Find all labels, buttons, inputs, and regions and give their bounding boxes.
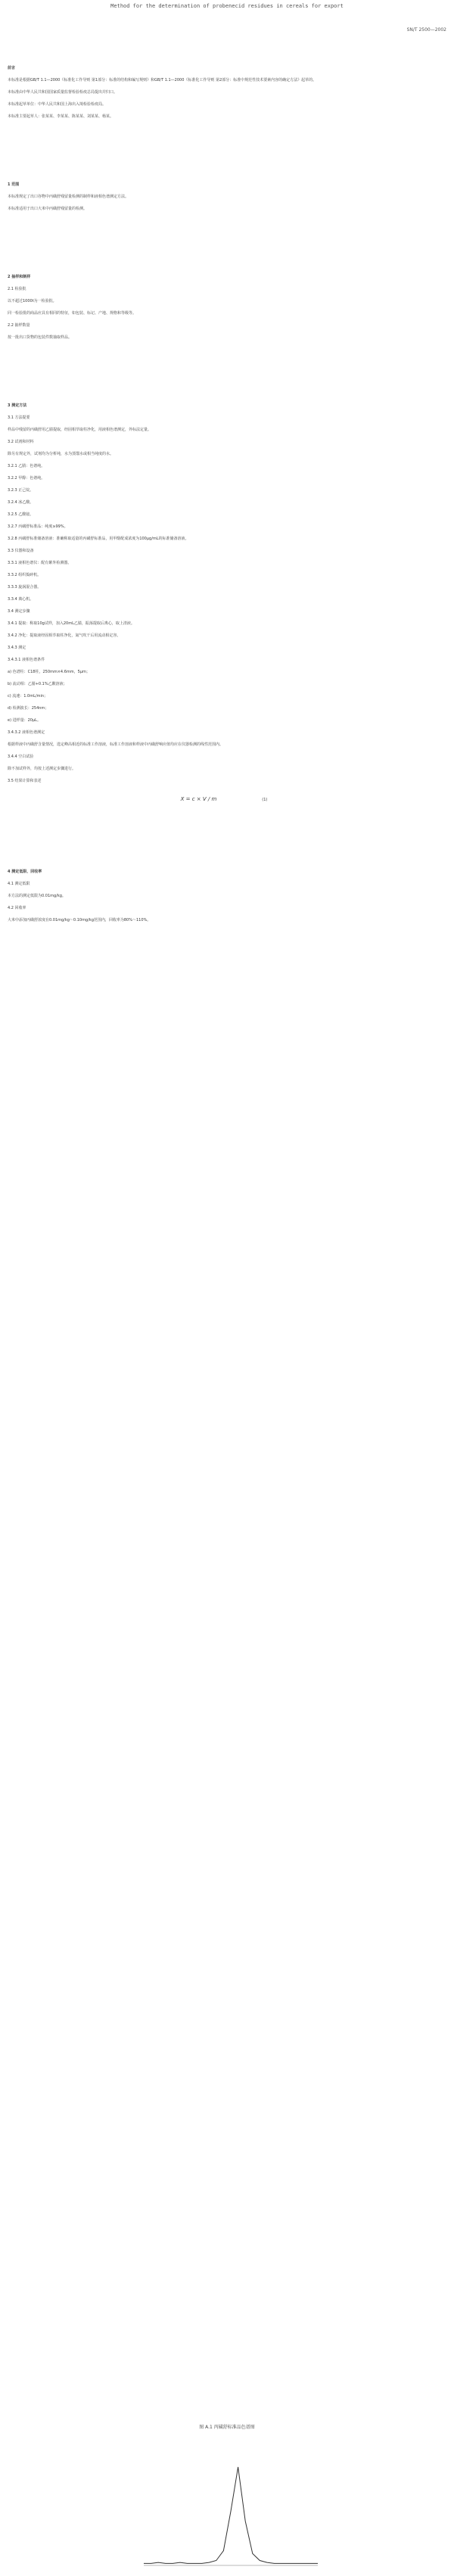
section-heading: 1 范围 xyxy=(8,182,20,187)
section-foreword xyxy=(8,65,440,120)
paragraph: 3.4.1 提取：称取10g试样，加入20mL乙腈，振荡提取后离心，取上清液。 xyxy=(8,621,135,626)
paragraph: e) 进样量：20μL。 xyxy=(8,718,41,723)
paragraph: 除另有规定外，试剂均为分析纯，水为蒸馏水或相当纯度的水。 xyxy=(8,452,114,456)
paragraph: 本标准是根据GB/T 1.1—2000《标准化工作导则 第1部分：标准的结构和编写规则》和GB/T 1.1—2000《标准化工作导则 第2部分：标准中规范性技术要素内容的确定方法》起草的。 xyxy=(8,78,317,82)
paragraph: 大米中添加丙磺舒浓度在0.01mg/kg～0.10mg/kg范围内，回收率为80%～110%。 xyxy=(8,918,151,922)
paragraph: 按一批出口货物的包装件数抽取样品。 xyxy=(8,335,73,340)
paragraph: 4.1 测定低限 xyxy=(8,882,30,886)
paragraph: 以不超过1000t为一检验批。 xyxy=(8,299,57,303)
paragraph: 3.2 试剂和材料 xyxy=(8,440,34,444)
paragraph: c) 流速：1.0mL/min； xyxy=(8,694,48,698)
paragraph: 3.2.4 冰乙酸。 xyxy=(8,500,34,505)
paragraph: 2.1 检验批 xyxy=(8,287,26,291)
paragraph: 3.4.3.1 液相色谱条件 xyxy=(8,658,45,662)
paragraph: 3.4 测定步骤 xyxy=(8,609,30,614)
chromatogram-trace xyxy=(144,2467,318,2563)
paragraph: 3.3.1 液相色谱仪：配有紫外检测器。 xyxy=(8,561,72,565)
paragraph: 样品中残留的丙磺舒用乙腈提取，经固相萃取柱净化，用液相色谱测定，外标法定量。 xyxy=(8,428,152,432)
paragraph: 根据样液中丙磺舒含量情况，选定峰高相近的标准工作溶液，标准工作溶液和样液中丙磺舒响应值均应在仪器检测的线性范围内。 xyxy=(8,742,224,747)
paragraph: 3.2.7 丙磺舒标准品：纯度≥99%。 xyxy=(8,524,68,529)
paragraph: 本标准适用于出口大米中丙磺舒残留量的检测。 xyxy=(8,207,88,211)
paragraph: 本方法的测定低限为0.01mg/kg。 xyxy=(8,894,66,898)
paragraph: 3.2.2 甲醇：色谱纯。 xyxy=(8,476,45,481)
section-s3 xyxy=(8,403,440,784)
paragraph: 本标准起草单位：中华人民共和国上海出入境检验检疫局。 xyxy=(8,102,107,107)
paragraph: d) 检测波长：254nm； xyxy=(8,706,49,711)
paragraph: 除不加试样外，均按上述测定步骤进行。 xyxy=(8,767,76,771)
figure-caption: 图 A.1 丙磺舒标准品色谱图 xyxy=(199,2425,255,2430)
running-header: Method for the determination of probenecid residues in cereals for export xyxy=(110,3,344,9)
paragraph: 3.1 方法提要 xyxy=(8,415,30,420)
paragraph: 3.4.2 净化：提取液经固相萃取柱净化，氮气吹干后用流动相定容。 xyxy=(8,633,121,638)
paragraph: 3.4.3.2 液相色谱测定 xyxy=(8,730,45,735)
paragraph: 本标准主要起草人：张某某、李某某、陈某某、刘某某、杨某。 xyxy=(8,114,114,119)
paragraph: 3.2.5 乙酸铵。 xyxy=(8,512,34,517)
paragraph: 3.5 结果计算和表述 xyxy=(8,779,42,783)
section-s1 xyxy=(8,182,440,212)
paragraph: 3.4.3 测定 xyxy=(8,646,26,650)
paragraph: 3.4.4 空白试验 xyxy=(8,754,34,759)
paragraph: 3.3 仪器和设备 xyxy=(8,549,34,553)
section-heading: 2 抽样和制样 xyxy=(8,275,31,279)
paragraph: 3.2.3 正己烷。 xyxy=(8,488,34,493)
standard-number: SN/T 2500—2002 xyxy=(406,27,446,33)
formula-number: (1) xyxy=(262,798,268,802)
section-heading: 4 测定低限、回收率 xyxy=(8,870,42,874)
section-s2 xyxy=(8,274,440,341)
paragraph: 3.2.8 丙磺舒标准储备溶液：准确称取适量的丙磺舒标准品，用甲醇配成浓度为100μg/mL的标准储备溶液。 xyxy=(8,537,189,541)
section-s4 xyxy=(8,869,440,923)
formula-expression: X = c × V / m xyxy=(180,796,217,802)
paragraph: 3.3.3 旋涡混合器。 xyxy=(8,585,42,590)
paragraph: a) 色谱柱：C18柱，250mm×4.6mm，5μm； xyxy=(8,670,90,674)
paragraph: b) 流动相：乙腈+0.1%乙酸溶液； xyxy=(8,682,67,686)
paragraph: 4.2 回收率 xyxy=(8,906,26,910)
paragraph: 本标准由中华人民共和国国家质量监督检验检疫总局提出并归口。 xyxy=(8,90,118,95)
paragraph: 3.2.1 乙腈：色谱纯。 xyxy=(8,464,45,468)
formula xyxy=(8,796,440,802)
paragraph: 3.3.2 组织捣碎机。 xyxy=(8,573,42,577)
paragraph: 同一检验批的商品应具有相同的特征，如包装、标记、产地、规格和等级等。 xyxy=(8,311,137,316)
section-heading: 3 测定方法 xyxy=(8,403,27,408)
section-heading: 前言 xyxy=(8,66,16,70)
paragraph: 2.2 抽样数量 xyxy=(8,323,30,328)
chromatogram-figure xyxy=(0,2422,454,2573)
paragraph: 3.3.4 离心机。 xyxy=(8,597,34,602)
chromatogram-chart xyxy=(0,2422,454,2573)
paragraph: 本标准规定了出口谷物中丙磺舒残留量检测的制样和液相色谱测定方法。 xyxy=(8,194,129,199)
